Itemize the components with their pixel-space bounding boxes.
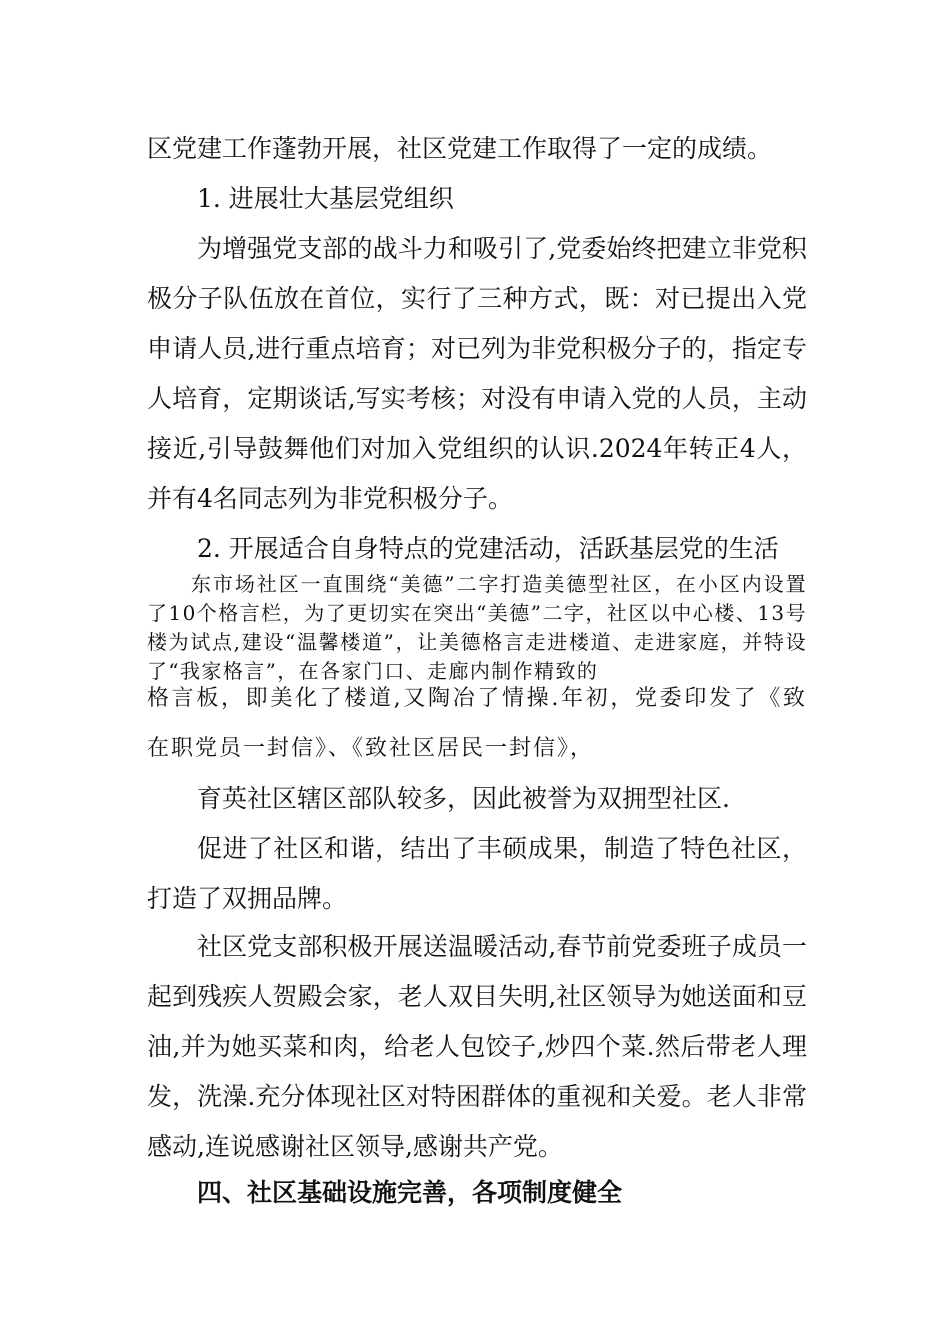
section-heading-4: 四、社区基础设施完善，各项制度健全 xyxy=(197,1178,623,1207)
paragraph-virtue-community: 东市场社区一直围绕“美德”二字打造美德型社区，在小区内设置了10个格言栏，为了更切实在突出“美德”二字，社区以中心楼、13号楼为试点,建设“温馨楼道”，让美德格言走进楼道、走进家庭，并特设了“我家格言”，在各家门口、走廊内制作精致的 xyxy=(147,572,807,683)
subheading-1: 1. 进展壮大基层党组织 xyxy=(197,184,454,213)
paragraph-virtue-community-tail: 格言板，即美化了楼道,又陶冶了情操.年初，党委印发了《致在职党员一封信》、《致社区居民一封信》， xyxy=(147,686,807,761)
paragraph-harmony: 促进了社区和谐，结出了丰硕成果，制造了特色社区，打造了双拥品牌。 xyxy=(147,834,807,913)
paragraph-party-growth: 为增强党支部的战斗力和吸引了,党委始终把建立非党积极分子队伍放在首位，实行了三种方式，既：对已提出入党申请人员,进行重点培育；对已列为非党积极分子的，指定专人培育，定期谈话,写实考核；对没有申请入党的人员，主动接近,引导鼓舞他们对加入党组织的认识.2024年转正4人，并有4名同志列为非党积极分子。 xyxy=(147,234,807,513)
paragraph-yuying: 育英社区辖区部队较多，因此被誉为双拥型社区. xyxy=(197,784,730,813)
paragraph-continuation: 区党建工作蓬勃开展，社区党建工作取得了一定的成绩。 xyxy=(147,134,773,163)
paragraph-warmth-activity: 社区党支部积极开展送温暖活动,春节前党委班子成员一起到残疾人贺殿会家，老人双目失明,社区领导为她送面和豆油,并为她买菜和肉，给老人包饺子,炒四个菜.然后带老人理发，洗澡.充分体现社区对特困群体的重视和关爱。老人非常感动,连说感谢社区领导,感谢共产党。 xyxy=(147,932,807,1161)
subheading-2: 2. 开展适合自身特点的党建活动，活跃基层党的生活 xyxy=(197,534,779,563)
